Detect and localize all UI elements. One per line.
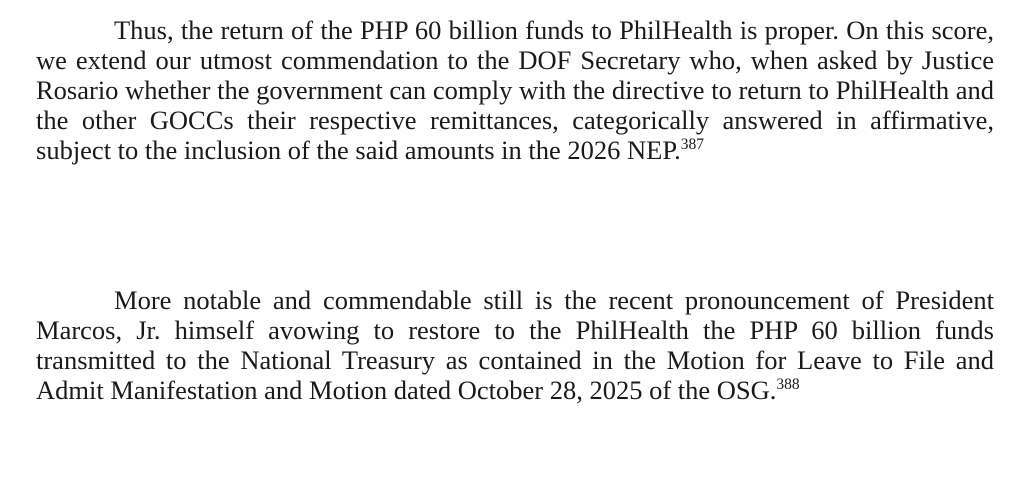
footnote-387-ref: 387 — [680, 136, 705, 153]
footnote-388-ref: 388 — [776, 376, 800, 393]
paragraph-2-text: More notable and commendable still is the recent pronouncement of President Marcos, Jr. himself avowing to restore to the PhilHealth the PHP 60 billion funds transmitted to the National Treasury as contained in the Motion for Leave to File and Admit Manifestation and Motion dated October 28, 2025 of the OSG. — [36, 285, 994, 405]
paragraph-1-text: Thus, the return of the PHP 60 billion funds to PhilHealth is proper. On this score, we extend our utmost commendation to the DOF Secretary who, when asked by Justice Rosario whether the government can comply with the directive to return to PhilHealth and the other GOCCs their respective remittances, categorically answered in affirmative, subject to the inclusion of the said amounts in the 2026 NEP. — [36, 15, 994, 165]
paragraph-1 — [36, 15, 994, 165]
paragraph-2 — [36, 285, 994, 405]
